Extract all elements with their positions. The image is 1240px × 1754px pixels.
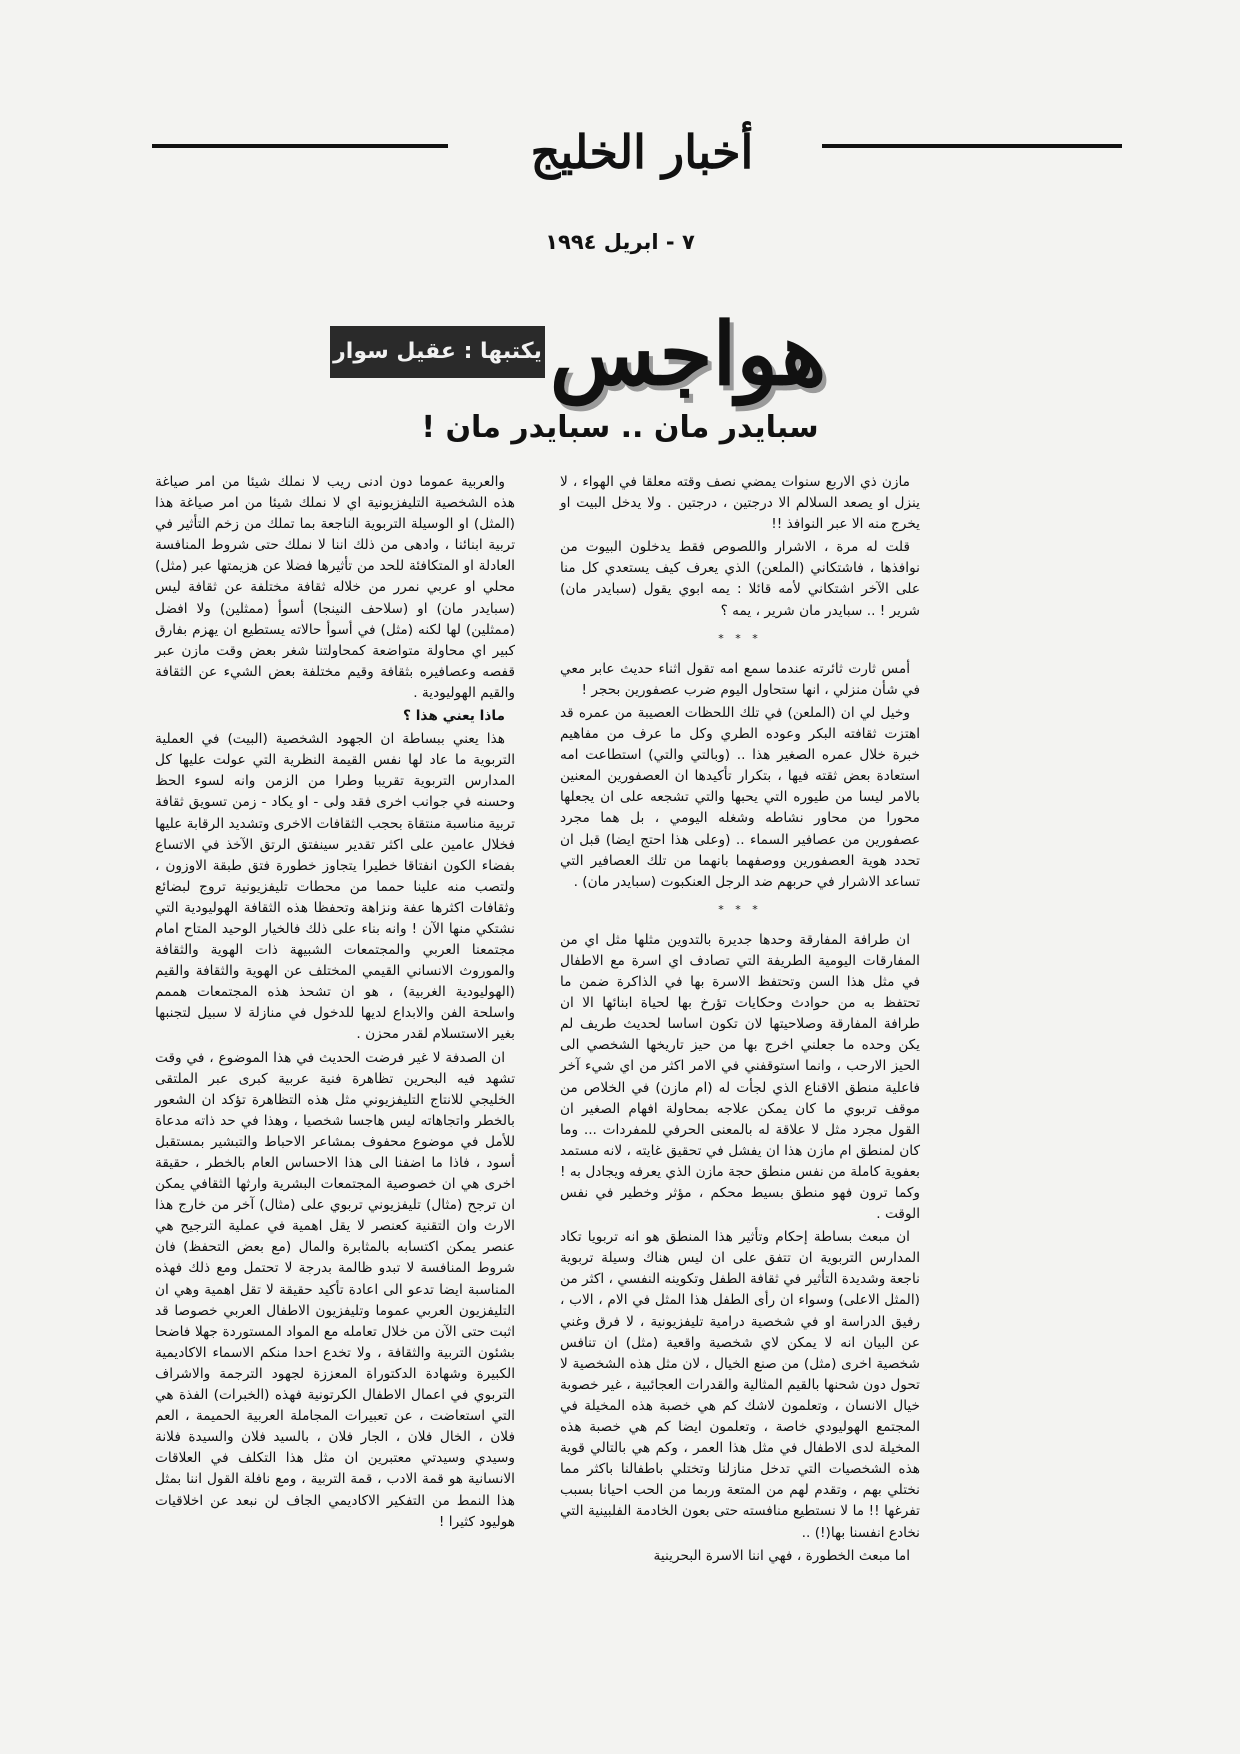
paragraph: ان الصدفة لا غير فرضت الحديث في هذا الموضوع ، في وقت تشهد فيه البحرين تظاهرة فنية عربية كبرى عبر الملتقى الخليجي للانتاج التليفزيوني مثل هذه التظاهرة تؤكد ان الشعور بالخطر واتجاهاته ليس هاجسا شخصيا ، وهذا في حد ذاته مدعاة للأمل في موضوع محفوف بمشاعر الاحباط والتبشير بمستقبل أسود ، فاذا ما اضفنا الى هذا الاحساس العام بالخطر ، حقيقة اخرى هي ان خصوصية المجتمعات البشرية وارثها الثقافي يمكن ان ترجح (مثال) تليفزيوني تربوي على (مثال) آخر من خارج هذا الارث وان التقنية كعنصر لا يقل اهمية في عملية الترجيح هي عنصر يمكن اكتسابه بالمثابرة والمال (مع بعض التحفظ) فان شروط المنافسة لا تبدو ظالمة بدرجة لا تحتمل ومع ذلك فهذه المناسبة ايضا تدعو الى اعادة تأكيد حقيقة لا تقل اهمية وهي ان التليفزيون العربي عموما وتليفزيون الاطفال العربي خصوصا قد اثبت حتى الآن من خلال تعامله مع المواد المستوردة جهلا فاضحا بشئون التربية والثقافة ، ولا تخدع احدا منكم الاسماء الاكاديمية الكبيرة وشهادة الدكتوراة المعززة لجهود الترجمة والاشراف التربوي في اعمال الاطفال الكرتونية فهذه (الخبرات) الفذة هي التي استعاضت ، عن تعبيرات المجاملة العربية الحميمة ، العم فلان ، الخال فلان ، الجار فلان ، بالسيد فلان والسيدة فلانة وسيدي وسيدتي معتبرين ان مثل هذا التكلف في العلاقات الانسانية هو قمة الادب ، قمة التربية ، ومع نافلة القول اننا بمثل هذا النمط من التفكير الاكاديمي الجاف لن نبعد عن اخلاقيات هوليود كثيرا ! <box>155 1049 515 1530</box>
issue-date: ٧ - ابريل ١٩٩٤ <box>545 230 695 254</box>
paragraph: ان طرافة المفارقة وحدها جديرة بالتدوين مثلها مثل اي من المفارقات اليومية الطريفة التي تصادف اي اسرة مع الاطفال في مثل هذا السن وتحتفظ الاسرة بها في الذاكرة ضمن ما تحتفظ به من حوادث وحكايات تؤرخ بها لحياة ابنائها الا ان طرافة المفارقة وصلاحيتها لان تكون اساسا لحديث طريف لم يكن وحده ما جعلني اخرج بها من حيز تاريخها الشخصي الى الحيز الارحب ، وانما استوقفني في الامر اكثر من اي شيء آخر فاعلية منطق الاقناع الذي لجأت له (ام مازن) في الخلاص من موقف تربوي ما كان يمكن علاجه بمحاولة افهام الصغير ان القول مجرد مثل لا علاقة له بالمعنى الحرفي للمفردات ... وما كان لمنطق ام مازن هذا ان يفشل في تحقيق غايته ، لانه مستمد بعفوية كاملة من نفس منطق حجة مازن الذي يعرفه ويجادل به ! وكما ترون فهو منطق بسيط محكم ، مؤثر وخطير في نفس الوقت . <box>560 931 920 1223</box>
newspaper-logo: أخبار الخليج <box>530 125 754 179</box>
question-heading: ماذا يعني هذا ؟ <box>403 708 505 725</box>
section-separator: * * * <box>718 902 762 916</box>
article-title: سبايدر مان .. سبايدر مان ! <box>421 410 819 445</box>
paragraph: هذا يعني ببساطة ان الجهود الشخصية (البيت) في العملية التربوية ما عاد لها نفس القيمة النظرية التي عولت عليها كل المدارس التربوية تقريبا وطرا من الزمن وانه لسوء الحظ وحسنه في جوانب اخرى فقد ولى - او يكاد - زمن تسويق ثقافة تربية مناسبة منتقاة بحجب الثقافات الاخرى وتشديد الرقابة عليها فخلال عامين على اكثر تقدير سينفتق الرتق الآخذ في الاتساع بفضاء الكون انفتاقا خطيرا يتجاوز خطورة فتق طبقة الاوزون ، ولتصب منه علينا حمما من محطات تليفزيونية تروج لبضائع وثقافات اكثرها عفة ونزاهة وتحفظا هذه الثقافة الهوليودية التي نشتكي منها الآن ! وانه بناء على ذلك فالخيار الوحيد المتاح امام مجتمعنا العربي والمجتمعات الشبيهة ذات الهوية والثقافة والموروث الانساني القيمي المختلف عن الهوية والثقافة والقيم (الهوليودية الغربية) ، هو ان تشحذ هذه المجتمعات هممم واسلحة الفن والابداع لديها للدخول في منازلة لا سبيل لتجنبها بغير الاستسلام لقدر محزن . <box>155 731 515 1043</box>
paragraph: أمس ثارت ثائرته عندما سمع امه تقول اثناء حديث عابر معي في شأن منزلي ، انها ستحاول اليوم ضرب عصفورين بحجر ! <box>560 660 920 698</box>
section-separator: * * * <box>718 631 762 645</box>
paragraph: قلت له مرة ، الاشرار واللصوص فقط يدخلون البيوت من نوافذها ، فاشتكاني (الملعن) الذي يعرف كيف يستعدي كل منا على الآخر اشتكاني لأمه قائلا : يمه ابوي يقول (سبايدر مان) شرير ! .. سبايدر مان شرير ، يمه ؟ <box>560 539 920 619</box>
paragraph: مازن ذي الاربع سنوات يمضي نصف وقته معلقا في الهواء ، لا ينزل او يصعد السلالم الا درجتين ، درجتين . ولا يدخل البيت او يخرج منه الا عبر النوافذ !! <box>560 474 920 533</box>
masthead <box>152 112 1122 192</box>
masthead-rule-right <box>822 144 1122 148</box>
masthead-rule-left <box>152 144 448 148</box>
byline-badge: يكتبها : عقيل سوار <box>330 326 545 378</box>
paragraph: ان مبعث بساطة إحكام وتأثير هذا المنطق هو انه تربويا تكاد المدارس التربوية ان تتفق على ان ليس هناك وسيلة تربوية ناجعة وشديدة التأثير في ثقافة الطفل وتكوينه النفسي ، اكثر من (المثل الاعلى) وسواء ان رأى الطفل هذا المثل في الام ، الاب ، رفيق الدراسة او في شخصية درامية تليفزيونية ، لا فرق وغني عن البيان انه لا يمكن لاي شخصية واقعية (مثل) ان تنافس شخصية اخرى (مثل) من صنع الخيال ، لان مثل هذه الشخصية لا تحول دون شحنها بالقيم المثالية والقدرات العجائبية ، غير خصوبة خيال الانسان ، وتعلمون لاشك كم هي خصبة هذه المخيلة في المجتمع الهوليودي خاصة ، وتعلمون ايضا كم هي خصبة هذه المخيلة لدى الاطفال في مثل هذا العمر ، وكم هي بالتالي قوية هذه الشخصيات التي تدخل منازلنا وتختلي باطفالنا باكثر مما نختلي بهم ، وتقدم لهم من المتعة وربما من الحب احيانا بسبب تفرغها !! ما لا نستطيع منافسته حتى بعون الخادمة الفلبينية التي نخادع انفسنا بها(!) .. <box>560 1229 920 1541</box>
paragraph: وخيل لي ان (الملعن) في تلك اللحظات العصيبة من عمره قد اهتزت ثقافته البكر وعوده الطري وكل ما عرف من مفاهيم خبرة خلال عمره الصغير هذا .. (وبالتي والتي) استطاعت امه استعادة بعض ثقته فيها ، بتكرار تأكيدها ان العصفورين المعنين بالامر ليسا من طيوره التي يحبها والتي تشجعه على ان يجعلها محورا من محاور نشاطه وشغله اليومي ، بل هما مجرد عصفورين من عصافير السماء .. (وعلى هذا احتج ايضا) قبل ان تحدد هوية العصفورين ووصفهما بانهما من تلك العصافير التي تساعد الاشرار في حربهم ضد الرجل العنكبوت (سبايدر مان) . <box>560 704 920 890</box>
column-title: هواجس <box>549 304 827 405</box>
article-column-left <box>155 472 515 1535</box>
paragraph: والعربية عموما دون ادنى ريب لا نملك شيئا من امر صياغة هذه الشخصية التليفزيونية اي لا نملك شيئا من امر صياغة هذا (المثل) او الوسيلة التربوية الناجعة بما تملك من زخم التأثير في تربية ابنائنا ، وادهى من ذلك اننا لا نملك حتى شروط المنافسة العادلة او المتكافئة للحد من تأثيرها فضلا عن هزيمتها عبر (مثل) محلي او عربي نمرر من خلاله ثقافة مختلفة عن ثقافة ليس (سبايدر مان) او (سلاحف النينجا) أسوأ (ممثلين) ولا افضل (ممثلين) لها لكنه (مثل) في أسوأ حالاته يستطيع ان يهزم بفارق كبير اي محاولة متواضعة كمحاولتنا شغر بعض وقت مازن عبر قفصه وعصافيره بثقافة وقيم مختلفة بعض الشيء عن الثقافة والقيم الهوليودية . <box>155 474 515 701</box>
paragraph: اما مبعث الخطورة ، فهي اننا الاسرة البحرينية <box>653 1547 910 1564</box>
article-column-right <box>560 472 920 1569</box>
